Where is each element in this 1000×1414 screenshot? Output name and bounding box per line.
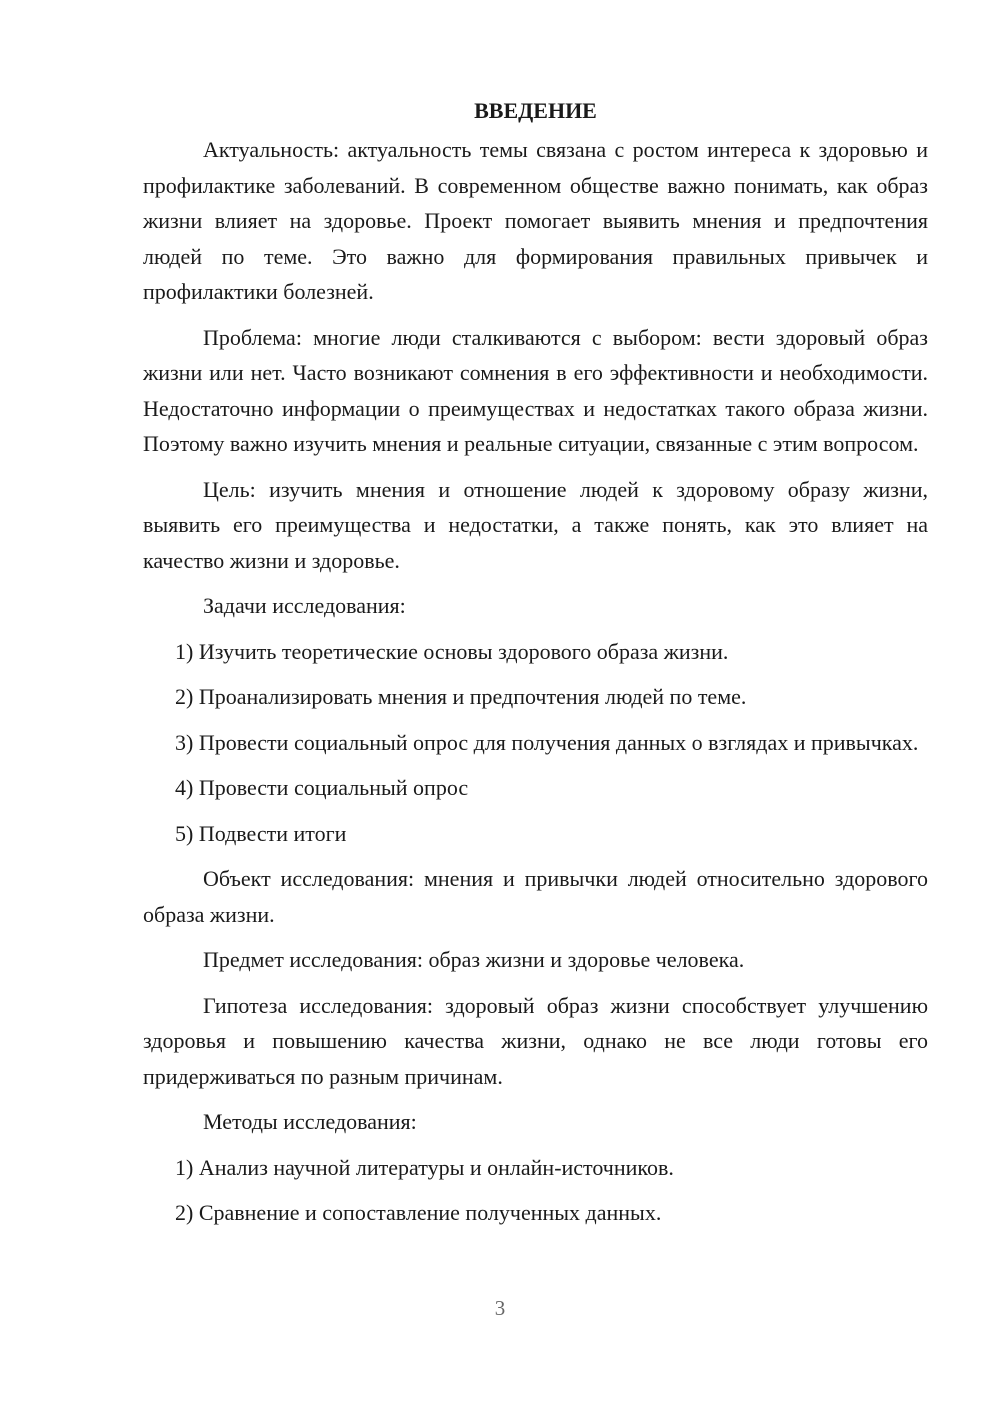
relevance-paragraph: Актуальность: актуальность темы связана с ростом интереса к здоровью и профилактике заболеваний. В современном обществе важно понимать, как образ жизни влияет на здоровье. Проект помогает выявить мнения и предпочтения людей по теме. Это важно для формирования правильных привычек и профилактики болезней. [143, 137, 928, 304]
section-heading: ВВЕДЕНИЕ [474, 98, 597, 123]
subject-paragraph: Предмет исследования: образ жизни и здоровье человека. [203, 947, 745, 972]
page-number: 3 [494, 1296, 506, 1320]
task-item-5: 5) Подвести итоги [175, 820, 347, 846]
hypothesis-paragraph: Гипотеза исследования: здоровый образ жизни способствует улучшению здоровья и повышению качества жизни, однако не все люди готовы его придерживаться по разным причинам. [143, 992, 928, 1089]
problem-paragraph: Проблема: многие люди сталкиваются с выбором: вести здоровый образ жизни или нет. Часто возникают сомнения в его эффективности и необходимости. Недостаточно информации о преимуществах и недостатках такого образа жизни. Поэтому важно изучить мнения и реальные ситуации, связанные с этим вопросом. [143, 324, 928, 456]
tasks-title: Задачи исследования: [203, 593, 406, 618]
document-page [143, 96, 928, 1241]
method-item-2: 2) Сравнение и сопоставление полученных данных. [175, 1200, 662, 1225]
goal-paragraph: Цель: изучить мнения и отношение людей к здоровому образу жизни, выявить его преимущества и недостатки, а также понять, как это влияет на качество жизни и здоровье. [143, 476, 928, 573]
task-item-4: 4) Провести социальный опрос [175, 775, 469, 800]
methods-title: Методы исследования: [203, 1109, 417, 1134]
method-item-1: 1) Анализ научной литературы и онлайн-источников. [175, 1154, 674, 1180]
task-item-2: 2) Проанализировать мнения и предпочтения людей по теме. [175, 684, 747, 709]
object-paragraph: Объект исследования: мнения и привычки людей относительно здорового образа жизни. [143, 866, 928, 927]
task-item-3: 3) Провести социальный опрос для получения данных о взглядах и привычках. [175, 729, 919, 755]
task-item-1: 1) Изучить теоретические основы здорового образа жизни. [175, 638, 729, 664]
